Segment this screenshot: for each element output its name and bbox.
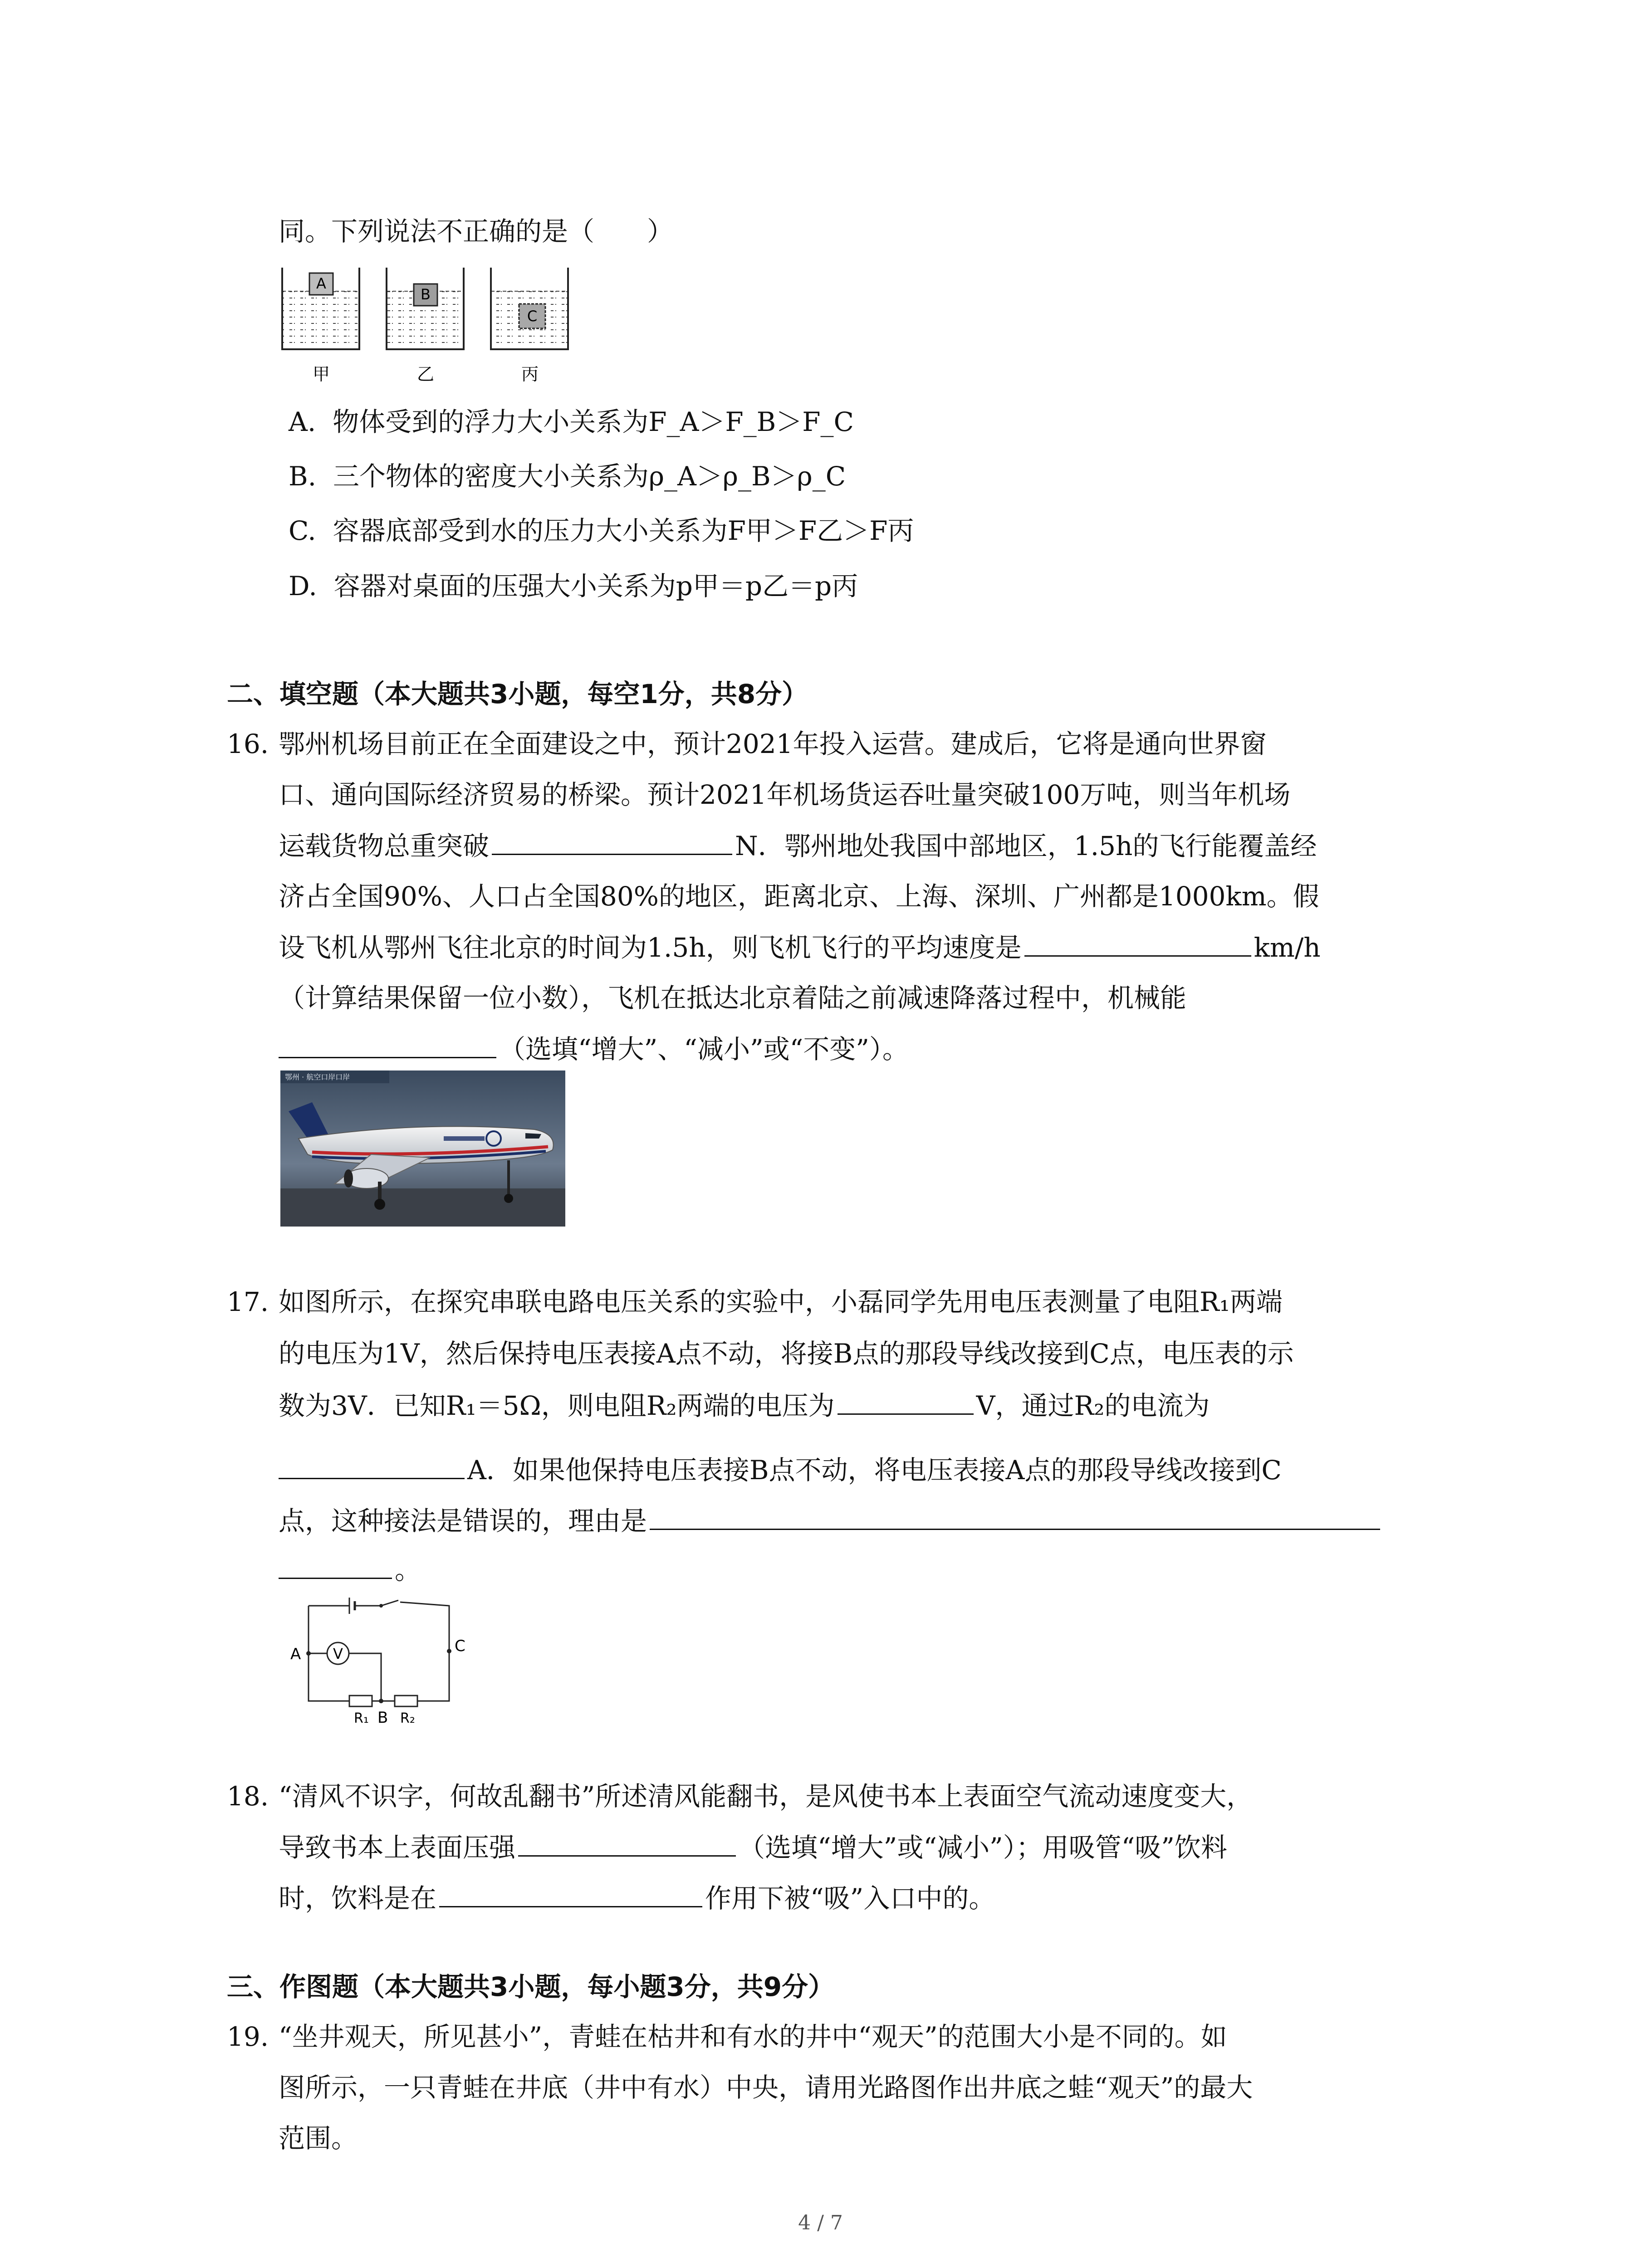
q16-blank-2[interactable] <box>1024 929 1251 957</box>
q16-blank-1[interactable] <box>492 827 732 855</box>
q16-number: 16. <box>227 728 269 759</box>
box-label-c: C <box>527 308 538 325</box>
photo-caption: 鄂州 · 航空口岸口岸 <box>285 1073 350 1081</box>
q18-line-2: 导致书本上表面压强 （选填“增大”或“减小”）；用吸管“吸”饮料 <box>279 1829 1227 1866</box>
q19-line-2: 图所示，一只青蛙在井底（井中有水）中央，请用光路图作出井底之蛙“观天”的最大 <box>279 2072 1253 2103</box>
q15-option-a: A. 物体受到的浮力大小关系为F_A＞F_B＞F_C <box>289 406 854 437</box>
q16-line-2: 口、通向国际经济贸易的桥梁。预计2021年机场货运吞吐量突破100万吨，则当年机场 <box>279 779 1291 810</box>
beaker-bing <box>491 268 568 384</box>
section-3-title: 三、作图题（本大题共3小题，每小题3分，共9分） <box>227 1971 835 2002</box>
box-label-b: B <box>421 286 431 303</box>
beaker-yi <box>387 268 464 384</box>
q17-line-5: 点，这种接法是错误的，理由是 <box>279 1502 1383 1539</box>
q17-line-2: 的电压为1V，然后保持电压表接A点不动，将接B点的那段导线改接到C点，电压表的示 <box>279 1338 1294 1369</box>
q16-blank-3[interactable] <box>279 1031 496 1058</box>
q17-line-6: 。 <box>279 1551 421 1588</box>
r1-label: R₁ <box>354 1711 369 1726</box>
q15-option-c: C. 容器底部受到水的压力大小关系为F甲＞F乙＞F丙 <box>289 515 914 546</box>
q15-option-c-expr: F甲＞F乙＞F丙 <box>727 515 914 546</box>
fig-label-bing: 丙 <box>521 364 539 384</box>
q17-number: 17. <box>227 1286 269 1317</box>
q19-line-3: 范围。 <box>279 2123 358 2154</box>
q17-blank-2[interactable] <box>279 1452 465 1479</box>
q17-line-3: 数为3V．已知R₁＝5Ω，则电阻R₂两端的电压为 V，通过R₂的电流为 <box>279 1387 1210 1424</box>
q15-option-d: D. 容器对桌面的压强大小关系为p甲＝p乙＝p丙 <box>289 571 858 601</box>
fig-label-yi: 乙 <box>416 364 435 384</box>
q16-line-1: 鄂州机场目前正在全面建设之中，预计2021年投入运营。建成后，它将是通向世界窗 <box>279 728 1267 759</box>
q16-line-4: 济占全国90%、人口占全国80%的地区，距离北京、上海、深圳、广州都是1000km。假 <box>279 881 1319 912</box>
q16-line-3: 运载货物总重突破 N．鄂州地处我国中部地区，1.5h的飞行能覆盖经 <box>279 827 1317 864</box>
fig-label-jia: 甲 <box>312 364 330 384</box>
airplane-photo <box>280 1070 565 1227</box>
q18-line-3: 时，饮料是在 作用下被“吸”入口中的。 <box>279 1880 995 1916</box>
node-a-label: A <box>290 1645 301 1663</box>
node-b-label: B <box>377 1709 388 1727</box>
q15-option-b-expr: ρ_A＞ρ_B＞ρ_C <box>648 461 846 492</box>
beaker-jia <box>282 268 359 384</box>
section-2-title: 二、填空题（本大题共3小题，每空1分，共8分） <box>227 679 808 709</box>
page-number: 4 / 7 <box>798 2211 843 2234</box>
q15-option-d-expr: p甲＝p乙＝p丙 <box>676 571 858 601</box>
node-c-label: C <box>455 1637 465 1655</box>
q18-blank-2[interactable] <box>439 1880 702 1907</box>
circuit-diagram <box>281 1592 481 1728</box>
q17-line-1: 如图所示，在探究串联电路电压关系的实验中，小磊同学先用电压表测量了电阻R₁两端 <box>279 1286 1283 1317</box>
q17-blank-1[interactable] <box>838 1387 974 1415</box>
q19-number: 19. <box>227 2021 269 2052</box>
q18-line-1: “清风不识字，何故乱翻书”所述清风能翻书，是风使书本上表面空气流动速度变大， <box>279 1781 1253 1812</box>
q15-stem-tail: 同。下列说法不正确的是（ ） <box>279 216 674 247</box>
beaker-figure <box>278 263 586 390</box>
q16-line-6: （计算结果保留一位小数），飞机在抵达北京着陆之前减速降落过程中，机械能 <box>279 982 1187 1013</box>
q17-blank-3[interactable] <box>650 1502 1380 1530</box>
q18-number: 18. <box>227 1781 269 1812</box>
q15-option-b: B. 三个物体的密度大小关系为ρ_A＞ρ_B＞ρ_C <box>289 461 846 492</box>
q19-line-1: “坐井观天，所见甚小”，青蛙在枯井和有水的井中“观天”的范围大小是不同的。如 <box>279 2021 1227 2052</box>
q16-line-7: （选填“增大”、“减小”或“不变”）。 <box>279 1031 909 1067</box>
box-label-a: A <box>316 275 326 292</box>
r2-label: R₂ <box>400 1711 415 1726</box>
q18-blank-1[interactable] <box>518 1829 736 1857</box>
voltmeter-label: V <box>333 1645 343 1662</box>
q17-blank-3-cont[interactable] <box>279 1551 392 1579</box>
q15-option-a-expr: F_A＞F_B＞F_C <box>648 406 854 437</box>
q16-line-5: 设飞机从鄂州飞往北京的时间为1.5h，则飞机飞行的平均速度是 km/h <box>279 929 1321 966</box>
q17-line-4: A．如果他保持电压表接B点不动，将电压表接A点的那段导线改接到C <box>279 1452 1282 1488</box>
